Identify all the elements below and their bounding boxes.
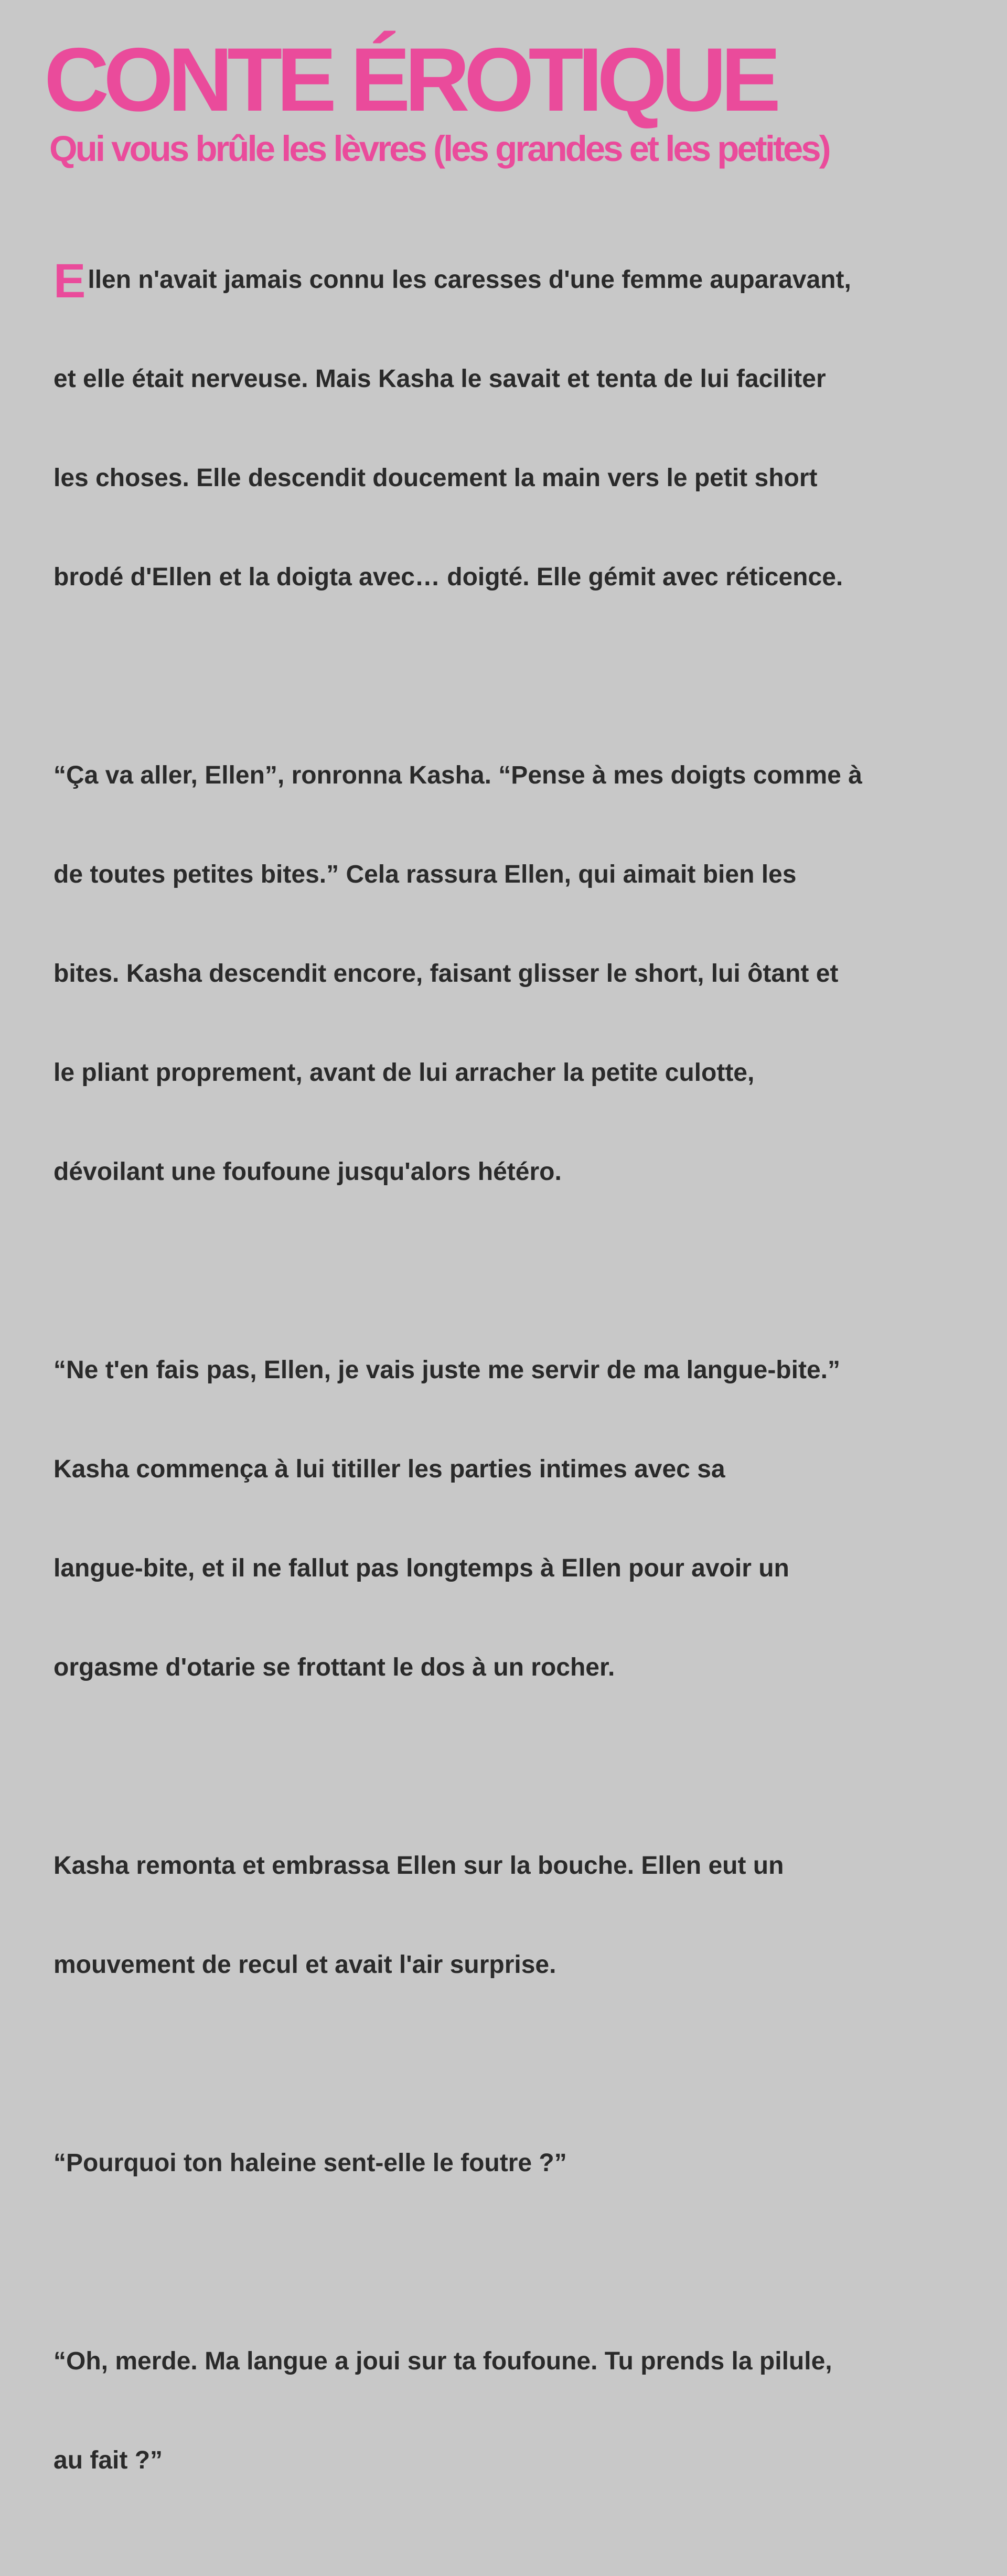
paragraph-1 — [53, 193, 987, 660]
text-line: mouvement de recul et avait l'air surprise. — [53, 1951, 556, 1979]
text-line: dévoilant une foufoune jusqu'alors hétéro. — [53, 1158, 562, 1186]
text-line: orgasme d'otarie se frottant le dos à un rocher. — [53, 1654, 615, 1681]
text-line: de toutes petites bites.” Cela rassura Ellen, qui aimait bien les — [53, 861, 797, 888]
text-line: “Pourquoi ton haleine sent-elle le foutre ?” — [53, 2149, 567, 2177]
paragraph-3 — [53, 1287, 987, 1750]
story-body — [53, 193, 987, 2576]
drop-cap: E — [53, 254, 86, 308]
text-line: “Ne t'en fais pas, Ellen, je vais juste me servir de ma langue-bite.” — [53, 1356, 840, 1384]
text-line: Kasha remonta et embrassa Ellen sur la bouche. Ellen eut un — [53, 1852, 784, 1880]
paragraph-6 — [53, 2279, 987, 2543]
text-line: bites. Kasha descendit encore, faisant glisser le short, lui ôtant et — [53, 960, 839, 988]
page-subtitle: Qui vous brûle les lèvres (les grandes et les petites) — [49, 128, 829, 169]
text-line: le pliant proprement, avant de lui arracher la petite culotte, — [53, 1059, 755, 1087]
paragraph-2 — [53, 693, 987, 1254]
text-line — [53, 254, 987, 308]
text-line: langue-bite, et il ne fallut pas longtemps à Ellen pour avoir un — [53, 1554, 789, 1582]
text-line: les choses. Elle descendit doucement la main vers le petit short — [53, 464, 818, 492]
text-line: brodé d'Ellen et la doigta avec… doigté. Elle gémit avec réticence. — [53, 563, 843, 591]
text-line: et elle était nerveuse. Mais Kasha le savait et tenta de lui faciliter — [53, 365, 826, 393]
page-title: CONTE ÉROTIQUE — [44, 29, 776, 130]
text-line: au fait ?” — [53, 2446, 163, 2474]
paragraph-4 — [53, 1783, 987, 2047]
text-line: “Oh, merde. Ma langue a joui sur ta foufoune. Tu prends la pilule, — [53, 2347, 832, 2375]
text-line: Kasha commença à lui titiller les parties intimes avec sa — [53, 1455, 725, 1483]
text-line-content: llen n'avait jamais connu les caresses d'une femme auparavant, — [88, 266, 851, 294]
text-line: “Ça va aller, Ellen”, ronronna Kasha. “Pense à mes doigts comme à — [53, 761, 862, 789]
paragraph-5 — [53, 2080, 987, 2246]
